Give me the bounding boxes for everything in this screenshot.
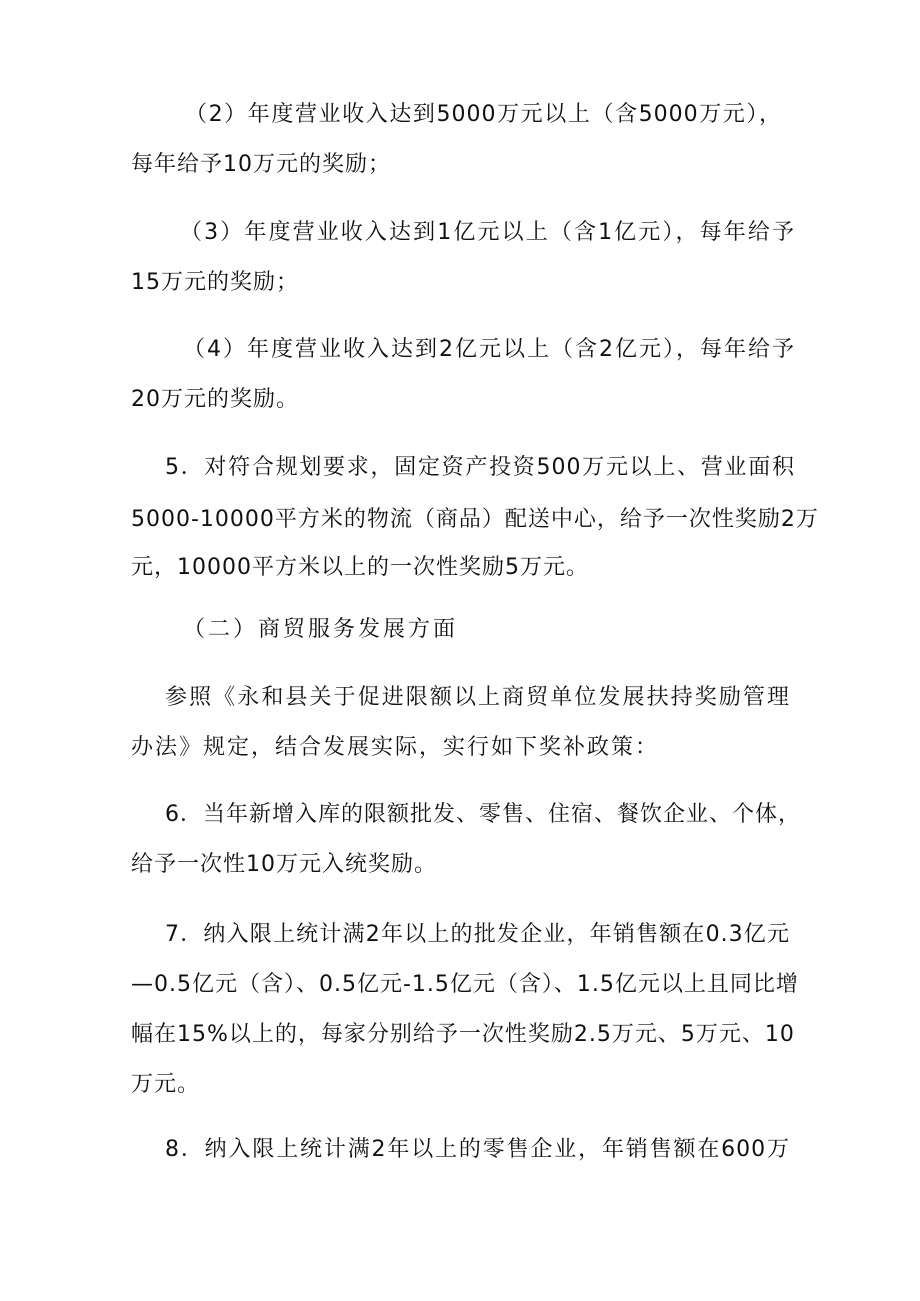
- text-line: 给予一次性10万元入统奖励。: [131, 852, 437, 877]
- text-line: 8．纳入限上统计满2年以上的零售企业，年销售额在600万: [165, 1137, 790, 1162]
- text-line: 幅在15%以上的，每家分别给予一次性奖励2.5万元、5万元、10: [131, 1022, 795, 1047]
- text-line: （2）年度营业收入达到5000万元以上（含5000万元），: [185, 102, 782, 127]
- text-line: 6．当年新增入库的限额批发、零售、住宿、餐饮企业、个体，: [165, 802, 801, 827]
- text-line: 5．对符合规划要求，固定资产投资500万元以上、营业面积: [165, 455, 795, 480]
- text-line: 办法》规定，结合发展实际，实行如下奖补政策：: [131, 735, 660, 760]
- text-line: 5000-10000平方米的物流（商品）配送中心，给予一次性奖励2万: [131, 507, 819, 532]
- text-line: 7．纳入限上统计满2年以上的批发企业，年销售额在0.3亿元: [165, 922, 790, 947]
- text-line: 元，10000平方米以上的一次性奖励5万元。: [131, 555, 589, 580]
- text-line: （3）年度营业收入达到1亿元以上（含1亿元），每年给予: [180, 220, 795, 245]
- section-heading: （二）商贸服务发展方面: [183, 617, 459, 642]
- text-line: （4）年度营业收入达到2亿元以上（含2亿元），每年给予: [183, 337, 795, 362]
- text-line: 20万元的奖励。: [131, 387, 299, 412]
- text-line: —0.5亿元（含）、0.5亿元-1.5亿元（含）、1.5亿元以上且同比增: [131, 972, 799, 997]
- text-line: 每年给予10万元的奖励；: [131, 152, 391, 177]
- text-line: 万元。: [131, 1072, 201, 1097]
- text-line: 参照《永和县关于促进限额以上商贸单位发展扶持奖励管理: [165, 685, 790, 710]
- text-line: 15万元的奖励；: [131, 270, 299, 295]
